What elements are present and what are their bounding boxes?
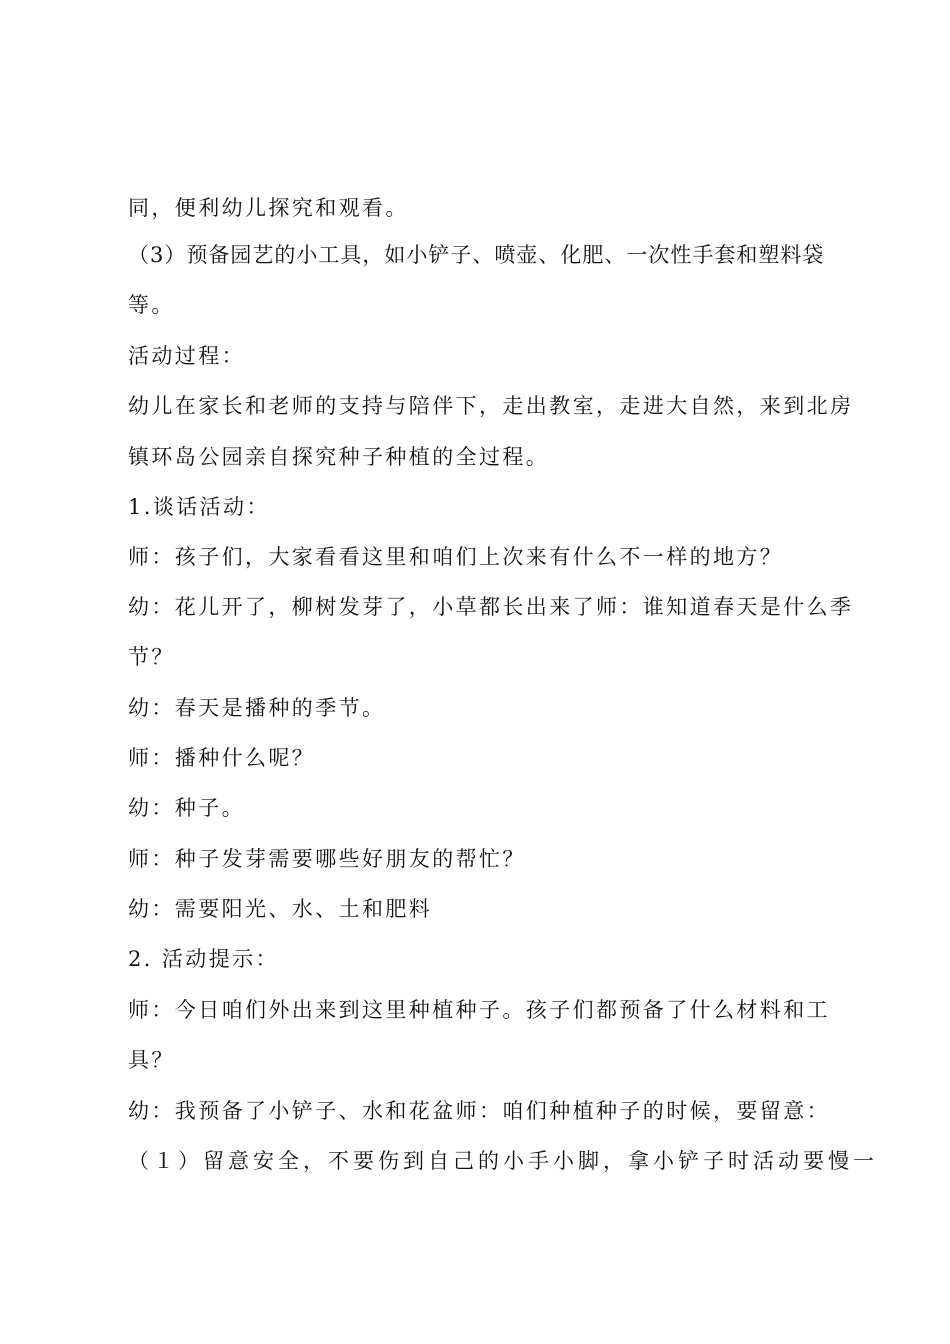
dialogue-line: 幼：花儿开了，柳树发芽了，小草都长出来了师：谁知道春天是什么季 [128,595,854,619]
text-line: 镇环岛公园亲自探究种子种植的全过程。 [128,445,550,469]
dialogue-line: 幼：我预备了小铲子、水和花盆师：咱们种植种子的时候，要留意： [128,1099,830,1123]
dialogue-line: 师：播种什么呢？ [128,746,316,770]
dialogue-line: 师：孩子们，大家看看这里和咱们上次来有什么不一样的地方？ [128,545,784,569]
section-heading: 2. 活动提示： [128,947,279,971]
dialogue-line: 师：种子发芽需要哪些好朋友的帮忙？ [128,847,526,871]
section-heading: 活动过程： [128,344,245,368]
text-line: 同，便利幼儿探究和观看。 [128,196,409,220]
text-line: 等。 [128,293,175,317]
text-line: 幼儿在家长和老师的支持与陪伴下，走出教室，走进大自然，来到北房 [128,394,854,418]
dialogue-line: 幼：需要阳光、水、土和肥料 [128,897,433,921]
section-heading: 1.谈话活动： [128,495,270,519]
dialogue-line: 节？ [128,645,175,669]
dialogue-line: 幼：春天是播种的季节。 [128,696,386,720]
text-line: （１）留意安全，不要伤到自己的小手小脚，拿小铲子时活动要慢一 [128,1149,878,1173]
dialogue-line: 师：今日咱们外出来到这里种植种子。孩子们都预备了什么材料和工 [128,998,830,1022]
dialogue-line: 幼：种子。 [128,796,245,820]
dialogue-line: 具？ [128,1048,175,1072]
text-line: （3）预备园艺的小工具，如小铲子、喷壶、化肥、一次性手套和塑料袋 [128,243,825,267]
